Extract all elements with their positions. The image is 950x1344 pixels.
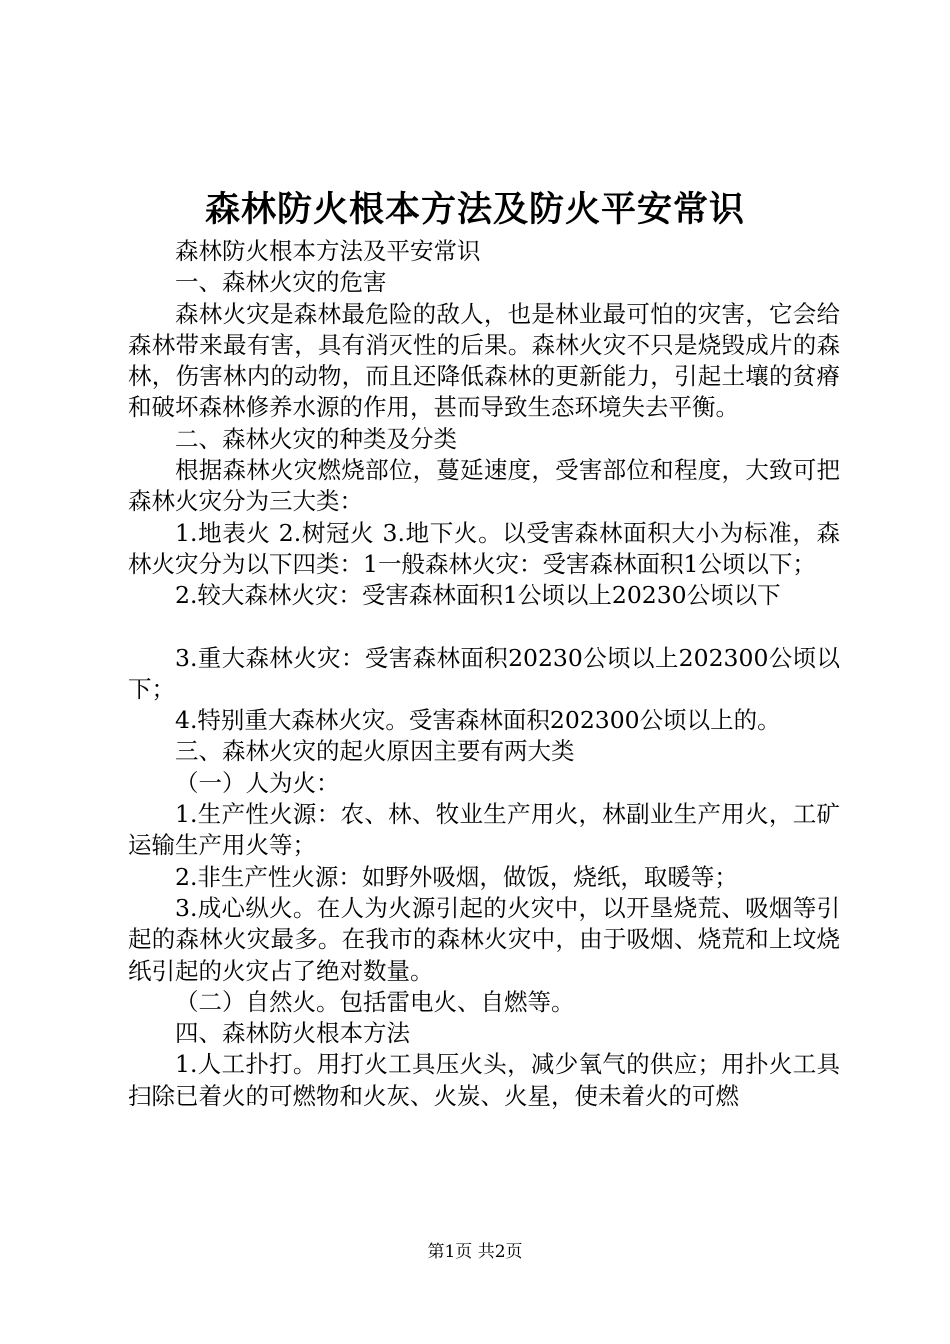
document-title: 森林防火根本方法及防火平安常识 bbox=[204, 189, 745, 230]
paragraph: 根据森林火灾燃烧部位，蔓延速度，受害部位和程度，大致可把森林火灾分为三大类： bbox=[128, 456, 840, 516]
paragraph: 1.人工扑打。用打火工具压火头，减少氧气的供应；用扑火工具扫除已着火的可燃物和火灰、火炭、火星，使未着火的可燃 bbox=[128, 1050, 840, 1110]
document-body bbox=[128, 236, 840, 1112]
paragraph: 3.重大森林火灾：受害森林面积20230公顷以上202300公顷以下； bbox=[128, 643, 840, 703]
section-heading-3: 三、森林火灾的起火原因主要有两大类 bbox=[175, 737, 575, 766]
paragraph: 2.较大森林火灾：受害森林面积1公顷以上20230公顷以下 bbox=[175, 581, 781, 610]
paragraph-subtitle: 森林防火根本方法及平安常识 bbox=[175, 237, 481, 265]
paragraph: 1.生产性火源：农、林、牧业生产用火，林副业生产用火，工矿运输生产用火等； bbox=[128, 800, 840, 860]
paragraph: 2.非生产性火源：如野外吸烟，做饭，烧纸，取暖等； bbox=[175, 862, 738, 891]
section-heading-2: 二、森林火灾的种类及分类 bbox=[175, 424, 457, 453]
section-heading-4: 四、森林防火根本方法 bbox=[175, 1019, 410, 1048]
subsection-heading: （二）自然火。包括雷电火、自燃等。 bbox=[175, 987, 575, 1016]
page-number-footer: 第1页 共2页 bbox=[427, 1242, 523, 1262]
subsection-heading: （一）人为火： bbox=[175, 768, 340, 797]
paragraph: 4.特别重大森林火灾。受害森林面积202300公顷以上的。 bbox=[175, 706, 781, 735]
section-heading-1: 一、森林火灾的危害 bbox=[175, 268, 387, 297]
paragraph: 3.成心纵火。在人为火源引起的火灾中，以开垦烧荒、吸烟等引起的森林火灾最多。在我市的森林火灾中，由于吸烟、烧荒和上坟烧纸引起的火灾占了绝对数量。 bbox=[128, 893, 840, 985]
paragraph: 森林火灾是森林最危险的敌人，也是林业最可怕的灾害，它会给森林带来最有害，具有消灭性的后果。森林火灾不只是烧毁成片的森林，伤害林内的动物，而且还降低森林的更新能力，引起土壤的贫瘠和破坏森林修养水源的作用，甚而导致生态环境失去平衡。 bbox=[128, 299, 840, 422]
paragraph: 1.地表火 2.树冠火 3.地下火。以受害森林面积大小为标准，森林火灾分为以下四类：1一般森林火灾：受害森林面积1公顷以下； bbox=[128, 518, 840, 578]
